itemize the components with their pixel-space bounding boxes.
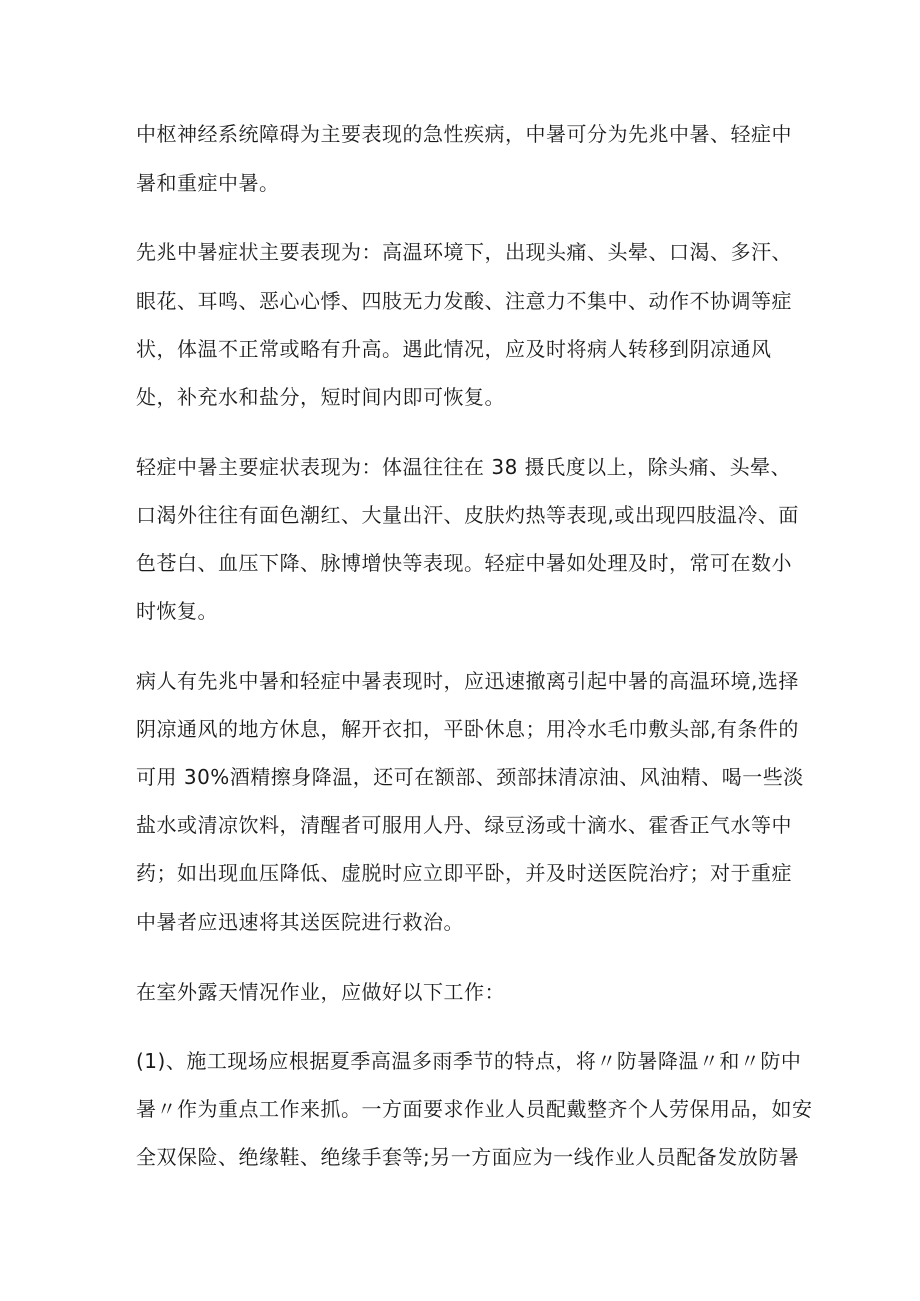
paragraph-2-line-3: 状，体温不正常或略有升高。遇此情况，应及时将病人转移到阴凉通风 — [136, 337, 772, 361]
paragraph-6-line-1: (1)、施工现场应根据夏季高温多雨季节的特点，将〃防暑降温〃和〃防中 — [136, 1049, 802, 1073]
paragraph-4-line-4: 盐水或清凉饮料，清醒者可服用人丹、绿豆汤或十滴水、霍香正气水等中 — [136, 813, 792, 837]
paragraph-6-line-3: 全双保险、绝缘鞋、绝缘手套等;另一方面应为一线作业人员配备发放防暑 — [136, 1145, 800, 1169]
paragraph-1-line-1: 中枢神经系统障碍为主要表现的急性疾病，中暑可分为先兆中暑、轻症中 — [136, 122, 792, 146]
paragraph-4-line-6: 中暑者应迅速将其送医院进行救治。 — [136, 910, 464, 934]
paragraph-4-line-3: 可用 30%酒精擦身降温，还可在额部、颈部抹清凉油、风油精、喝一些淡 — [136, 765, 804, 789]
paragraph-3-line-4: 时恢复。 — [136, 599, 218, 623]
paragraph-3-line-2: 口渴外往往有面色潮红、大量出汗、皮肤灼热等表现,或出现四肢温冷、面 — [136, 503, 799, 527]
paragraph-2-line-4: 处，补充水和盐分，短时间内即可恢复。 — [136, 385, 505, 409]
paragraph-2-line-2: 眼花、耳鸣、恶心心悸、四肢无力发酸、注意力不集中、动作不协调等症 — [136, 289, 792, 313]
paragraph-4-line-5: 药；如出现血压降低、虚脱时应立即平卧，并及时送医院治疗；对于重症 — [136, 861, 792, 885]
paragraph-1-line-2: 暑和重症中暑。 — [136, 171, 280, 195]
paragraph-4-line-1: 病人有先兆中暑和轻症中暑表现时，应迅速撤离引起中暑的高温环境,选择 — [136, 669, 799, 693]
paragraph-6-line-2: 暑〃作为重点工作来抓。一方面要求作业人员配戴整齐个人劳保用品，如安 — [136, 1097, 813, 1121]
paragraph-3-line-3: 色苍白、血压下降、脉博增快等表现。轻症中暑如处理及时，常可在数小 — [136, 551, 792, 575]
paragraph-4-line-2: 阴凉通风的地方休息，解开衣扣，平卧休息；用冷水毛巾敷头部,有条件的 — [136, 717, 799, 741]
paragraph-3-line-1: 轻症中暑主要症状表现为：体温往往在 38 摄氏度以上，除头痛、头晕、 — [136, 455, 792, 479]
paragraph-2-line-1: 先兆中暑症状主要表现为：高温环境下，出现头痛、头晕、口渴、多汗、 — [136, 240, 792, 264]
paragraph-5-line-1: 在室外露天情况作业，应做好以下工作： — [136, 980, 505, 1004]
